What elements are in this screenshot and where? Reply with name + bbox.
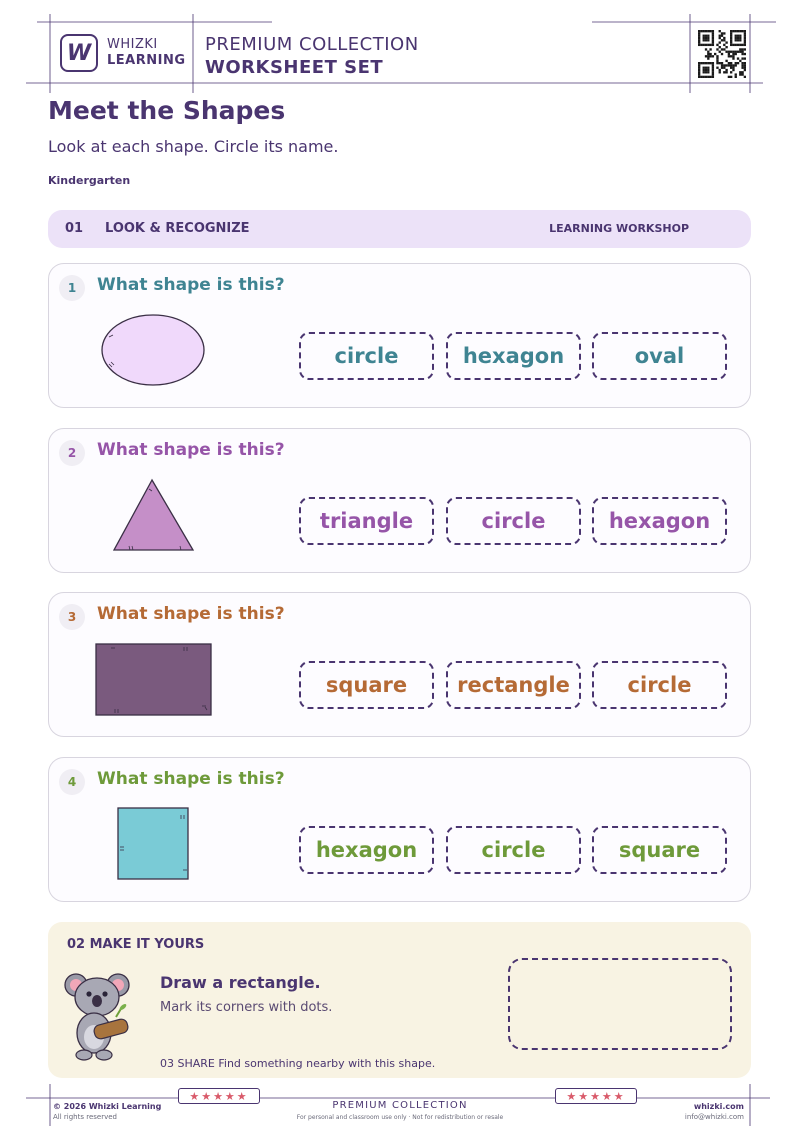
qr-module — [703, 67, 705, 69]
qr-module — [698, 39, 700, 41]
qr-module — [719, 62, 721, 64]
qr-module — [705, 39, 707, 41]
qr-module — [735, 30, 737, 32]
brand-name-line2: LEARNING — [107, 53, 186, 68]
qr-module — [730, 62, 732, 64]
option-square[interactable]: square — [592, 826, 727, 874]
qr-module — [719, 30, 721, 32]
qr-module — [732, 44, 734, 46]
qr-module — [707, 55, 709, 57]
qr-module — [719, 51, 721, 53]
qr-module — [737, 62, 739, 64]
option-circle[interactable]: circle — [592, 661, 727, 709]
qr-module — [707, 51, 709, 53]
qr-module — [712, 41, 714, 43]
qr-module — [700, 44, 702, 46]
option-square[interactable]: square — [299, 661, 434, 709]
qr-module — [744, 62, 746, 64]
qr-module — [703, 37, 705, 39]
option-circle[interactable]: circle — [446, 497, 581, 545]
qr-module — [735, 37, 737, 39]
question-prompt: What shape is this? — [97, 440, 285, 460]
qr-module — [707, 44, 709, 46]
qr-module — [719, 35, 721, 37]
qr-module — [737, 39, 739, 41]
qr-module — [705, 44, 707, 46]
qr-module — [741, 30, 743, 32]
qr-module — [707, 69, 709, 71]
qr-module — [730, 32, 732, 34]
qr-module — [698, 71, 700, 73]
qr-module — [705, 71, 707, 73]
qr-module — [712, 62, 714, 64]
qr-module — [721, 64, 723, 66]
qr-module — [735, 62, 737, 64]
qr-module — [735, 35, 737, 37]
option-oval[interactable]: oval — [592, 332, 727, 380]
qr-module — [721, 53, 723, 55]
qr-module — [730, 51, 732, 53]
qr-module — [730, 71, 732, 73]
qr-module — [698, 64, 700, 66]
qr-module — [741, 73, 743, 75]
qr-module — [744, 39, 746, 41]
qr-module — [730, 35, 732, 37]
qr-module — [721, 32, 723, 34]
brand-logo — [60, 34, 98, 72]
qr-module — [698, 37, 700, 39]
qr-module — [741, 57, 743, 59]
qr-module — [739, 35, 741, 37]
qr-module — [739, 73, 741, 75]
qr-module — [744, 32, 746, 34]
draw-hint: Mark its corners with dots. — [160, 1000, 333, 1015]
qr-module — [728, 53, 730, 55]
question-number: 1 — [59, 275, 85, 301]
qr-module — [698, 69, 700, 71]
option-hexagon[interactable]: hexagon — [446, 332, 581, 380]
qr-module — [698, 62, 700, 64]
qr-module — [721, 62, 723, 64]
qr-module — [744, 48, 746, 50]
qr-module — [719, 37, 721, 39]
qr-module — [737, 35, 739, 37]
qr-module — [725, 51, 727, 53]
qr-module — [741, 51, 743, 53]
qr-module — [732, 30, 734, 32]
qr-module — [735, 44, 737, 46]
qr-module — [725, 69, 727, 71]
grade-label: Kindergarten — [48, 174, 131, 187]
qr-module — [730, 41, 732, 43]
qr-module — [712, 73, 714, 75]
qr-module — [735, 73, 737, 75]
footer-usage-note: For personal and classroom use only · Not for redistribution or resale — [296, 1114, 504, 1121]
qr-module — [705, 48, 707, 50]
qr-module — [703, 39, 705, 41]
brand-name — [107, 37, 186, 69]
qr-module — [707, 39, 709, 41]
drawing-area[interactable] — [508, 958, 732, 1050]
square-shape — [89, 798, 229, 898]
qr-module — [735, 53, 737, 55]
qr-module — [712, 67, 714, 69]
qr-module — [739, 48, 741, 50]
qr-module — [732, 69, 734, 71]
qr-module — [707, 57, 709, 59]
qr-module — [744, 57, 746, 59]
question-card-3 — [48, 592, 751, 737]
share-prompt: 03 SHARE Find something nearby with this shape. — [160, 1057, 436, 1070]
qr-module — [712, 30, 714, 32]
qr-module — [723, 48, 725, 50]
qr-module — [732, 67, 734, 69]
option-circle[interactable]: circle — [446, 826, 581, 874]
qr-module — [744, 44, 746, 46]
qr-module — [712, 55, 714, 57]
qr-module — [741, 48, 743, 50]
qr-module — [707, 67, 709, 69]
qr-module — [723, 37, 725, 39]
question-prompt: What shape is this? — [97, 604, 285, 624]
qr-module — [728, 55, 730, 57]
qr-module — [707, 37, 709, 39]
qr-module — [721, 39, 723, 41]
qr-module — [707, 62, 709, 64]
option-rectangle[interactable]: rectangle — [446, 661, 581, 709]
footer-collection-title: PREMIUM COLLECTION — [332, 1100, 468, 1111]
collection-title — [205, 34, 419, 80]
qr-module — [719, 46, 721, 48]
footer-email-link[interactable]: info@whizki.com — [684, 1113, 744, 1121]
qr-module — [698, 35, 700, 37]
qr-module — [739, 30, 741, 32]
qr-module — [705, 67, 707, 69]
rectangle-shape — [89, 633, 229, 733]
collection-line2: WORKSHEET SET — [205, 57, 384, 78]
qr-module — [744, 41, 746, 43]
make-it-yours-panel — [48, 922, 751, 1078]
qr-module — [703, 35, 705, 37]
qr-module — [703, 76, 705, 78]
qr-module — [707, 76, 709, 78]
qr-module — [735, 76, 737, 78]
qr-module — [709, 53, 711, 55]
qr-module — [698, 32, 700, 34]
qr-module — [700, 30, 702, 32]
qr-module — [712, 71, 714, 73]
qr-module — [741, 44, 743, 46]
qr-module — [723, 64, 725, 66]
draw-task: Draw a rectangle. — [160, 973, 321, 992]
option-hexagon[interactable]: hexagon — [299, 826, 434, 874]
qr-module — [730, 76, 732, 78]
qr-module — [712, 39, 714, 41]
qr-module — [739, 44, 741, 46]
qr-module — [719, 41, 721, 43]
qr-module — [725, 46, 727, 48]
qr-module — [739, 71, 741, 73]
qr-module — [712, 32, 714, 34]
qr-module — [716, 62, 718, 64]
qr-module — [703, 69, 705, 71]
section-tag: LEARNING WORKSHOP — [549, 222, 689, 235]
qr-module — [744, 76, 746, 78]
qr-module — [703, 30, 705, 32]
qr-module — [721, 48, 723, 50]
brand-name-line1: WHIZKI — [107, 37, 158, 52]
footer-copyright: © 2026 Whizki Learning — [53, 1102, 162, 1111]
qr-module — [741, 64, 743, 66]
qr-module — [719, 71, 721, 73]
section-bar — [48, 210, 751, 248]
question-number: 3 — [59, 604, 85, 630]
option-circle[interactable]: circle — [299, 332, 434, 380]
qr-module — [712, 69, 714, 71]
qr-module — [744, 67, 746, 69]
qr-module — [707, 71, 709, 73]
qr-module — [712, 37, 714, 39]
qr-module — [712, 64, 714, 66]
qr-module — [730, 39, 732, 41]
footer-rights: All rights reserved — [53, 1113, 117, 1121]
qr-code-icon — [698, 30, 746, 78]
koala-mascot-icon — [64, 967, 144, 1067]
qr-module — [716, 48, 718, 50]
qr-module — [703, 71, 705, 73]
qr-module — [730, 67, 732, 69]
qr-module — [723, 39, 725, 41]
qr-module — [716, 60, 718, 62]
qr-module — [737, 30, 739, 32]
qr-module — [707, 53, 709, 55]
brand-logo-letter: W — [66, 40, 92, 66]
qr-module — [705, 55, 707, 57]
qr-module — [725, 60, 727, 62]
qr-module — [698, 41, 700, 43]
qr-module — [741, 67, 743, 69]
qr-module — [732, 51, 734, 53]
qr-module — [716, 67, 718, 69]
section-number: 01 — [65, 221, 84, 236]
qr-module — [709, 30, 711, 32]
collection-line1: PREMIUM COLLECTION — [205, 34, 419, 55]
question-number: 2 — [59, 440, 85, 466]
qr-module — [705, 62, 707, 64]
qr-module — [719, 69, 721, 71]
qr-module — [723, 71, 725, 73]
qr-module — [707, 30, 709, 32]
qr-module — [744, 30, 746, 32]
qr-module — [732, 64, 734, 66]
qr-module — [725, 64, 727, 66]
qr-module — [730, 30, 732, 32]
qr-module — [739, 60, 741, 62]
qr-module — [700, 76, 702, 78]
qr-module — [723, 32, 725, 34]
qr-module — [744, 64, 746, 66]
qr-module — [730, 44, 732, 46]
qr-module — [712, 35, 714, 37]
qr-module — [705, 37, 707, 39]
qr-module — [712, 44, 714, 46]
qr-module — [744, 53, 746, 55]
qr-module — [735, 64, 737, 66]
oval-shape — [89, 304, 229, 404]
qr-module — [735, 51, 737, 53]
qr-module — [741, 53, 743, 55]
question-card-4 — [48, 757, 751, 902]
qr-module — [744, 35, 746, 37]
qr-module — [732, 55, 734, 57]
worksheet-subtitle: Look at each shape. Circle its name. — [48, 137, 339, 156]
option-triangle[interactable]: triangle — [299, 497, 434, 545]
qr-module — [728, 76, 730, 78]
qr-module — [732, 53, 734, 55]
qr-module — [744, 69, 746, 71]
qr-module — [735, 39, 737, 41]
qr-module — [705, 69, 707, 71]
option-hexagon[interactable]: hexagon — [592, 497, 727, 545]
qr-module — [737, 44, 739, 46]
qr-module — [723, 44, 725, 46]
question-card-1 — [48, 263, 751, 408]
qr-module — [721, 67, 723, 69]
qr-module — [705, 30, 707, 32]
make-it-yours-heading: 02 MAKE IT YOURS — [67, 937, 205, 952]
qr-module — [705, 76, 707, 78]
qr-module — [705, 35, 707, 37]
qr-module — [744, 37, 746, 39]
section-name: LOOK & RECOGNIZE — [105, 221, 250, 236]
rating-stars-right: ★★★★★ — [555, 1088, 637, 1104]
qr-module — [700, 62, 702, 64]
qr-module — [707, 35, 709, 37]
qr-module — [728, 62, 730, 64]
qr-module — [737, 57, 739, 59]
qr-module — [716, 55, 718, 57]
qr-module — [732, 57, 734, 59]
qr-module — [741, 71, 743, 73]
qr-module — [725, 41, 727, 43]
qr-module — [730, 64, 732, 66]
qr-module — [739, 51, 741, 53]
qr-module — [709, 55, 711, 57]
question-prompt: What shape is this? — [97, 275, 285, 295]
qr-module — [730, 37, 732, 39]
qr-module — [698, 30, 700, 32]
qr-module — [728, 64, 730, 66]
qr-module — [716, 44, 718, 46]
qr-module — [721, 35, 723, 37]
qr-module — [725, 71, 727, 73]
qr-module — [709, 76, 711, 78]
qr-module — [698, 73, 700, 75]
qr-module — [739, 39, 741, 41]
qr-module — [741, 62, 743, 64]
qr-module — [709, 44, 711, 46]
triangle-shape — [89, 469, 229, 569]
qr-module — [709, 48, 711, 50]
question-number: 4 — [59, 769, 85, 795]
qr-module — [698, 76, 700, 78]
qr-module — [723, 67, 725, 69]
qr-module — [714, 53, 716, 55]
question-prompt: What shape is this? — [97, 769, 285, 789]
qr-module — [709, 62, 711, 64]
qr-module — [739, 37, 741, 39]
footer-website-link[interactable]: whizki.com — [693, 1102, 744, 1111]
qr-module — [703, 62, 705, 64]
qr-module — [716, 57, 718, 59]
qr-module — [712, 76, 714, 78]
qr-module — [737, 37, 739, 39]
qr-module — [703, 44, 705, 46]
question-card-2 — [48, 428, 751, 573]
rating-stars-left: ★★★★★ — [178, 1088, 260, 1104]
worksheet-title: Meet the Shapes — [48, 96, 286, 125]
qr-module — [698, 44, 700, 46]
qr-module — [737, 51, 739, 53]
qr-module — [698, 67, 700, 69]
qr-module — [730, 55, 732, 57]
qr-module — [728, 51, 730, 53]
